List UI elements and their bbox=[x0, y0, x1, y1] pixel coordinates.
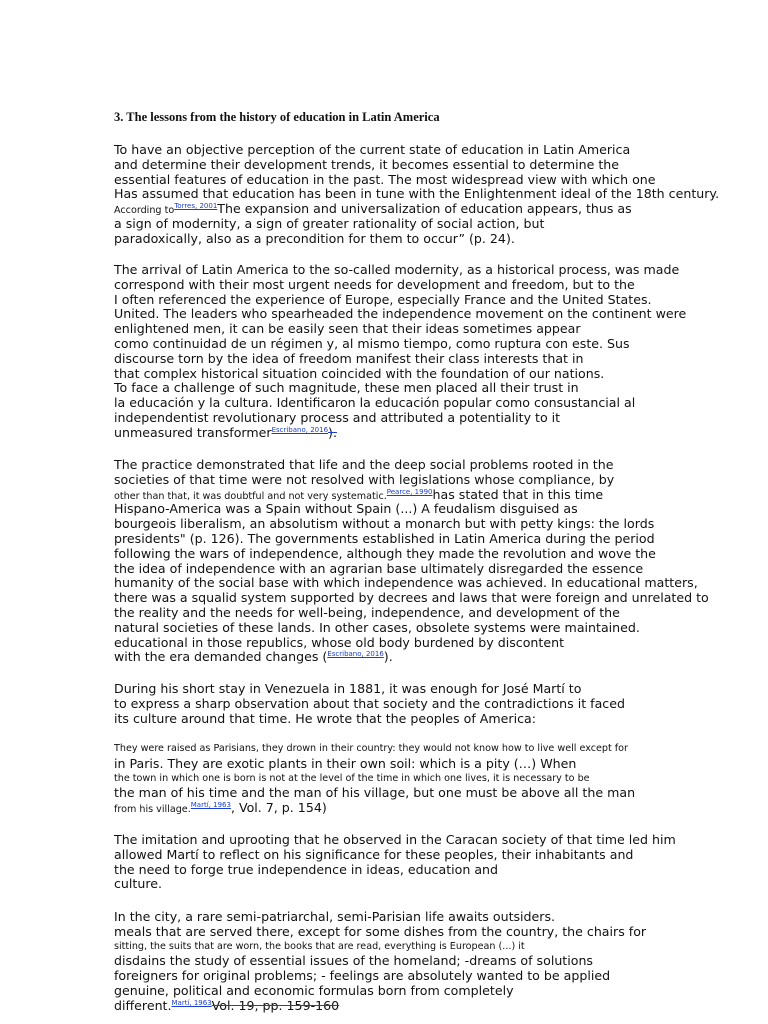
text-line: independentist revolutionary process and attributed a potentiality to it bbox=[114, 409, 561, 425]
text-line: la educación y la cultura. Identificaron la educación popular como consustancial al bbox=[114, 395, 636, 411]
inline-text: According to bbox=[114, 205, 175, 217]
text-line: a sign of modernity, a sign of greater rationality of social action, but bbox=[114, 215, 545, 231]
text-line: its culture around that time. He wrote that the peoples of America: bbox=[114, 710, 536, 726]
text-line bbox=[114, 202, 719, 217]
paragraph-1 bbox=[114, 143, 719, 247]
inline-text: Vol. 19, pp. 159-160 bbox=[211, 997, 340, 1013]
text-line bbox=[114, 426, 686, 441]
text-line: genuine, political and economic formulas born from completely bbox=[114, 982, 514, 998]
text-line: the need to forge true independence in ideas, education and bbox=[114, 861, 499, 877]
paragraph-5 bbox=[114, 833, 676, 892]
citation-link[interactable]: Torres, 2001 bbox=[174, 202, 218, 211]
text-line: educational in those republics, whose old body burdened by discontent bbox=[114, 634, 565, 650]
text-line: paradoxically, also as a precondition for them to occur” (p. 24). bbox=[114, 230, 515, 246]
text-line: United. The leaders who spearheaded the independence movement on the continent were bbox=[114, 306, 687, 322]
text-line: The practice demonstrated that life and the deep social problems rooted in the bbox=[114, 457, 614, 472]
text-line: Hispano-America was a Spain without Spain (...) A feudalism disguised as bbox=[114, 501, 578, 517]
text-line: They were raised as Parisians, they drown in their country: they would not know how to live well except for bbox=[114, 743, 628, 754]
text-line: and determine their development trends, it becomes essential to determine the bbox=[114, 156, 619, 172]
text-line: humanity of the social base with which independence was achieved. In educational matters, bbox=[114, 575, 698, 591]
text-line: In the city, a rare semi-patriarchal, semi-Parisian life awaits outsiders. bbox=[114, 909, 556, 924]
text-line: to express a sharp observation about that society and the contradictions it faced bbox=[114, 695, 625, 711]
paragraph-3 bbox=[114, 458, 709, 665]
text-line: foreigners for original problems; - feelings are absolutely wanted to be applied bbox=[114, 968, 611, 984]
inline-text: ). bbox=[383, 649, 393, 665]
text-line: the reality and the needs for well-being, independence, and development of the bbox=[114, 604, 620, 620]
citation-link[interactable]: Escribano, 2016 bbox=[327, 650, 384, 659]
block-quote-1 bbox=[114, 742, 635, 816]
citation-link[interactable]: Pearce, 1990 bbox=[386, 487, 433, 496]
text-line: Has assumed that education has been in tune with the Enlightenment ideal of the 18th century. bbox=[114, 186, 720, 202]
text-line: como continuidad de un régimen y, al mismo tiempo, como ruptura con este. Sus bbox=[114, 335, 630, 351]
text-line: correspond with their most urgent needs for development and freedom, but to the bbox=[114, 276, 635, 292]
inline-text: different. bbox=[114, 997, 172, 1013]
text-line: there was a squalid system supported by decrees and laws that were foreign and unrelated to bbox=[114, 590, 709, 606]
inline-text: ). bbox=[328, 424, 337, 440]
text-line: natural societies of these lands. In other cases, obsolete systems were maintained. bbox=[114, 619, 640, 635]
text-line: During his short stay in Venezuela in 1881, it was enough for José Martí to bbox=[114, 681, 582, 696]
text-line: following the wars of independence, although they made the revolution and wove the bbox=[114, 545, 656, 561]
inline-text: from his village. bbox=[114, 804, 191, 816]
text-line: in Paris. They are exotic plants in their own soil: which is a pity (…) When bbox=[114, 755, 577, 771]
inline-text: The expansion and universalization of education appears, thus as bbox=[217, 201, 632, 217]
text-line: the man of his time and the man of his village, but one must be above all the man bbox=[114, 785, 636, 801]
citation-link[interactable]: Escribano, 2016 bbox=[271, 425, 329, 434]
inline-text: has stated that in this time bbox=[432, 486, 604, 502]
text-line: the town in which one is born is not at the level of the time in which one lives, it is necessary to be bbox=[114, 772, 590, 784]
inline-text: with the era demanded changes ( bbox=[114, 649, 328, 665]
inline-text: , Vol. 7, p. 154) bbox=[230, 800, 327, 816]
text-line: sitting, the suits that are worn, the books that are read, everything is European (...) it bbox=[114, 940, 525, 952]
text-line: bourgeois liberalism, an absolutism without a monarch but with petty kings: the lords bbox=[114, 516, 655, 532]
paragraph-4 bbox=[114, 682, 625, 726]
text-line: presidents" (p. 126). The governments established in Latin America during the period bbox=[114, 530, 655, 546]
text-line: the idea of independence with an agrarian base ultimately disregarded the essence bbox=[114, 560, 644, 576]
text-line: discourse torn by the idea of freedom manifest their class interests that in bbox=[114, 350, 584, 366]
text-line: culture. bbox=[114, 876, 162, 892]
text-line: allowed Martí to reflect on his significance for these peoples, their inhabitants and bbox=[114, 846, 634, 862]
text-line: The imitation and uprooting that he observed in the Caracan society of that time led him bbox=[114, 832, 676, 847]
text-line bbox=[114, 650, 709, 665]
citation-link[interactable]: Martí, 1963 bbox=[171, 998, 212, 1007]
text-line: societies of that time were not resolved with legislations whose compliance, by bbox=[114, 471, 615, 487]
text-line: The arrival of Latin America to the so-called modernity, as a historical process, was made bbox=[114, 262, 680, 277]
paragraph-2 bbox=[114, 263, 686, 441]
citation-link[interactable]: Martí, 1963 bbox=[190, 801, 231, 810]
text-line: that complex historical situation coincided with the foundation of our nations. bbox=[114, 365, 605, 381]
inline-text: unmeasured transformer bbox=[114, 424, 272, 440]
block-quote-2 bbox=[114, 910, 646, 1014]
text-line bbox=[114, 801, 635, 816]
text-line: essential features of education in the past. The most widespread view with which one bbox=[114, 171, 656, 187]
section-heading: 3. The lessons from the history of education in Latin America bbox=[114, 110, 440, 124]
text-line: enlightened men, it can be easily seen that their ideas sometimes appear bbox=[114, 321, 581, 337]
text-line: To have an objective perception of the current state of education in Latin America bbox=[114, 142, 631, 157]
text-line: disdains the study of essential issues of the homeland; -dreams of solutions bbox=[114, 953, 593, 969]
text-line bbox=[114, 488, 709, 503]
text-line: I often referenced the experience of Europe, especially France and the United States. bbox=[114, 291, 652, 307]
text-line: To face a challenge of such magnitude, these men placed all their trust in bbox=[114, 380, 579, 396]
text-line bbox=[114, 999, 646, 1014]
text-line: meals that are served there, except for some dishes from the country, the chairs for bbox=[114, 923, 647, 939]
inline-text: other than that, it was doubtful and not very systematic. bbox=[114, 490, 387, 502]
